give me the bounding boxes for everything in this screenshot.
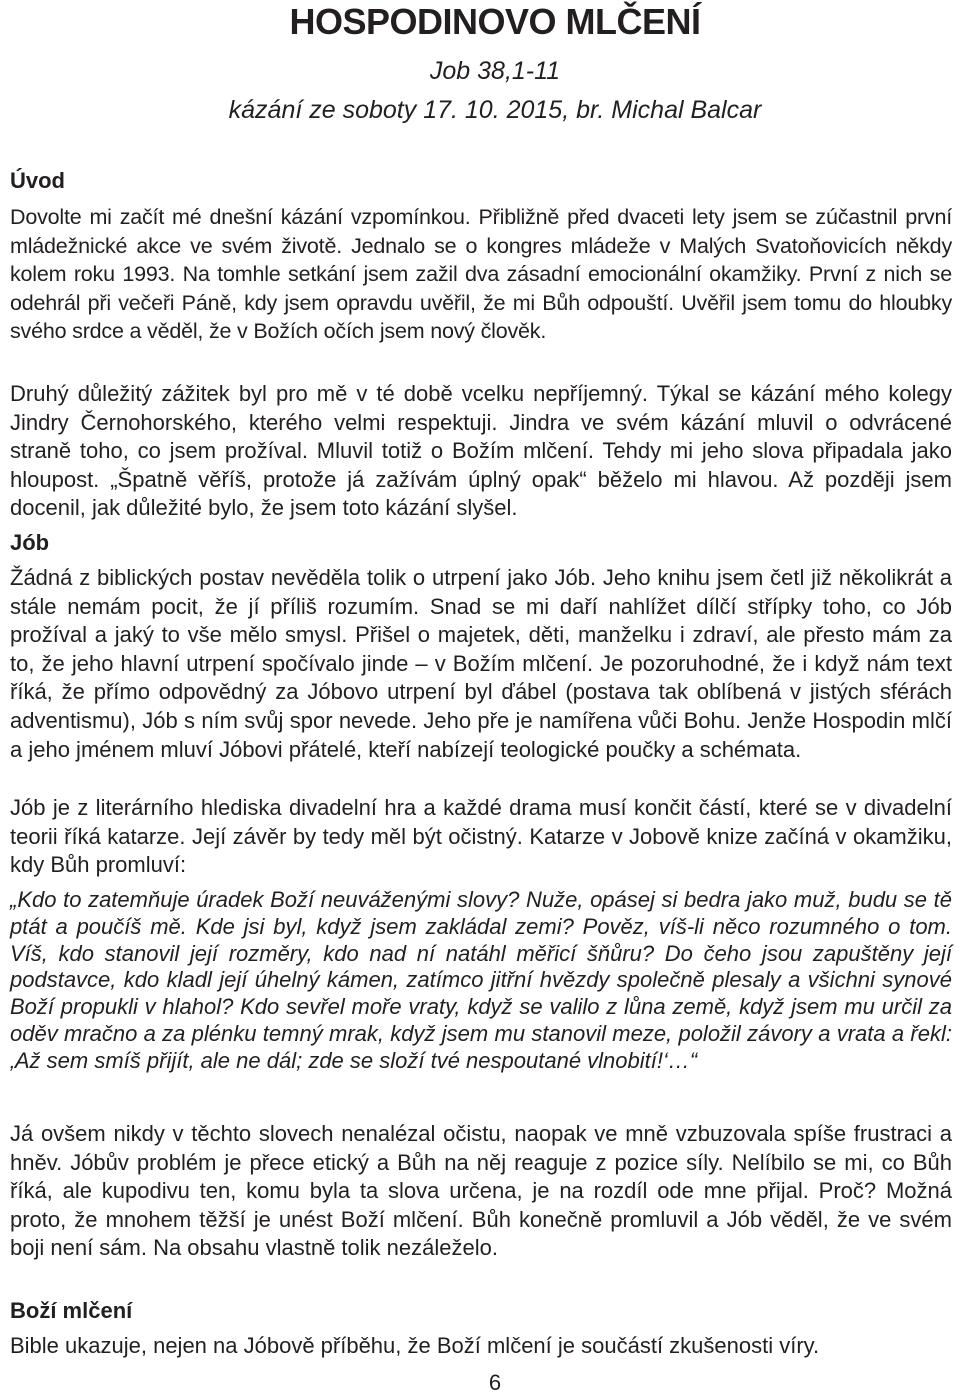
sermon-byline: kázání ze soboty 17. 10. 2015, br. Michal Balcar — [228, 96, 762, 124]
page-number: 6 — [488, 1370, 502, 1395]
paragraph-job-3: Já ovšem nikdy v těchto slovech nenalézal očistu, naopak ve mně vzbuzovala spíše frustraci a hněv. Jóbův problém je přece etický a Bůh na něj reaguje z pozice síly. Nelíbilo se mi, co Bůh říká, ale kupodivu ten, komu byla ta slova určena, je na rozdíl ode mne přijal. Proč? Možná proto, že mnohem těžší je unést Boží mlčení. Bůh konečně promluvil a Jób věděl, že ve svém boji není sám. Na obsahu vlastně tolik nezáleželo. — [10, 1121, 952, 1261]
paragraph-job-2: Jób je z literárního hlediska divadelní hra a každé drama musí končit částí, které se v divadelní teorii říká katarze. Její závěr by tedy měl být očistný. Katarze v Jobově knize začíná v okamžiku, kdy Bůh promluví: — [10, 795, 952, 878]
document-title: HOSPODINOVO MLČENÍ — [289, 1, 701, 42]
paragraph-job-1: Žádná z biblických postav nevěděla tolik o utrpení jako Jób. Jeho knihu jsem četl již několikrát a stále nemám pocit, že jí příliš rozumím. Snad se mi daří nahlížet dílčí střípky toho, co Jób prožíval a jaký to vše mělo smysl. Přišel o majetek, děti, manželku i zdraví, ale přesto mám za to, že jeho hlavní utrpení spočívalo jinde – v Božím mlčení. Je pozoruhodné, že i když nám text říká, že přímo odpovědný za Jóbovo utrpení byl ďábel (postava tak oblíbená v jistých sférách adventismu), Jób s ním svůj spor nevede. Jeho pře je namířena vůči Bohu. Jenže Hospodin mlčí a jeho jménem mluví Jóbovi přátelé, kteří nabízejí teologické poučky a schémata. — [10, 565, 952, 762]
document-page — [10, 0, 952, 1399]
paragraph-silence-1: Bible ukazuje, nejen na Jóbově příběhu, že Boží mlčení je součástí zkušenosti víry. — [10, 1333, 820, 1358]
bible-quote-job-38: „Kdo to zatemňuje úradek Boží neuváženými slovy? Nuže, opásej si bedra jako muž, budu se tě ptát a poučíš mě. Kde jsi byl, když jsem zakládal zemi? Pověz, víš-li něco rozumného o tom. Víš, kdo stanovil její rozměry, kdo nad ní natáhl měřicí šňůru? Do čeho jsou zapuštěny její podstavce, kdo kladl její úhelný kámen, zatímco jitřní hvězdy společně plesaly a všichni synové Boží propukli v hlahol? Kdo sevřel moře vraty, když se valilo z lůna země, když jsem mu určil za oděv mračno a za plénku temný mrak, když jsem mu stanovil meze, položil závory a vrata a řekl: ‚Až sem smíš přijít, ale ne dál; zde se složí tvé nespoutané vlnobití!‘…“ — [10, 887, 952, 1073]
section-heading-job: Jób — [10, 530, 50, 555]
section-heading-intro: Úvod — [10, 168, 65, 193]
scripture-reference: Job 38,1-11 — [429, 57, 561, 85]
paragraph-intro-2: Druhý důležitý zážitek byl pro mě v té době vcelku nepříjemný. Týkal se kázání mého kolegy Jindry Černohorského, kterého velmi respektuji. Jindra ve svém kázání mluvil o odvrácené straně toho, co jsem prožíval. Mluvil totiž o Božím mlčení. Tehdy mi jeho slova připadala jako hloupost. „Špatně věříš, protože já zažívám úplný opak“ běželo mi hlavou. Až později jsem docenil, jak důležité bylo, že jsem toto kázání slyšel. — [10, 381, 952, 521]
section-heading-gods-silence: Boží mlčení — [10, 1298, 133, 1323]
paragraph-intro-1: Dovolte mi začít mé dnešní kázání vzpomínkou. Přibližně před dvaceti lety jsem se zúčastnil první mládežnické akce ve svém životě. Jednalo se o kongres mládeže v Malých Svatoňovicích někdy kolem roku 1993. Na tomhle setkání jsem zažil dva zásadní emocionální okamžiky. První z nich se odehrál při večeři Páně, kdy jsem opravdu uvěřil, že mi Bůh odpouští. Uvěřil jsem tomu do hloubky svého srdce a věděl, že v Božích očích jsem nový člověk. — [10, 205, 952, 343]
